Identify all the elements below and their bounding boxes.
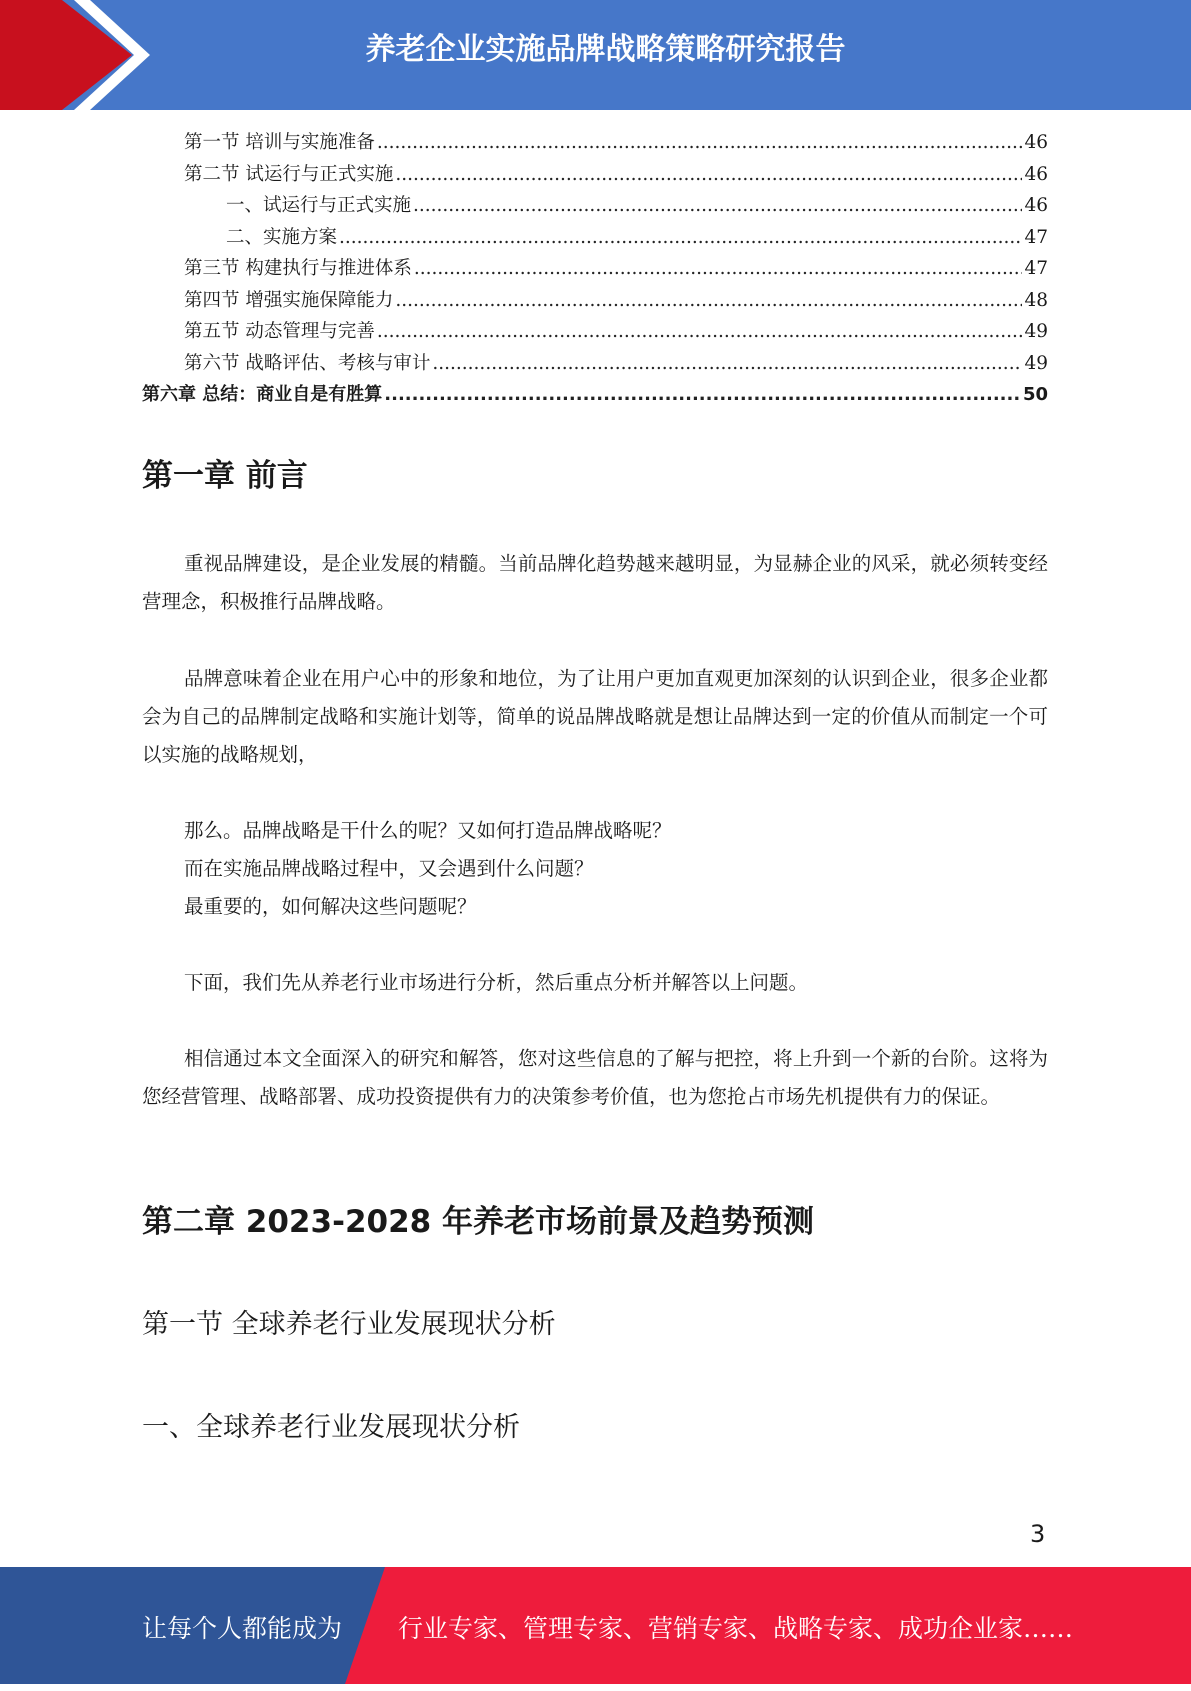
toc-entry[interactable]	[142, 317, 1048, 349]
body-paragraph: 重视品牌建设，是企业发展的精髓。当前品牌化趋势越来越明显，为显赫企业的风采，就必须转变经营理念，积极推行品牌战略。	[142, 552, 1048, 613]
footer-slogan-left: 让每个人都能成为	[142, 1614, 343, 1643]
page-number: 3	[1030, 1520, 1046, 1548]
toc-entry-label: 第三节 构建执行与推进体系	[184, 258, 412, 279]
toc-entry-label: 二、实施方案	[226, 226, 338, 248]
toc-entry-page: 47	[1024, 226, 1048, 248]
toc-leader-dots	[377, 132, 1023, 153]
chapter-heading: 第一章 前言	[142, 458, 308, 494]
toc-entry-label: 第一节 培训与实施准备	[184, 132, 375, 153]
toc-entry-page: 48	[1024, 289, 1048, 311]
subsection-heading: 一、全球养老行业发展现状分析	[142, 1412, 520, 1443]
toc-leader-dots	[432, 353, 1022, 374]
toc-entry-label: 第二节 试运行与正式实施	[184, 163, 394, 185]
table-of-contents	[142, 128, 1048, 412]
footer-slogan-right: 行业专家、管理专家、营销专家、战略专家、成功企业家……	[398, 1614, 1074, 1643]
section-heading: 第一节 全球养老行业发展现状分析	[142, 1309, 556, 1340]
toc-leader-dots	[384, 384, 1021, 405]
question-line: 最重要的，如何解决这些问题呢？	[184, 895, 477, 918]
toc-entry-page: 50	[1022, 384, 1048, 405]
toc-entry-label: 第四节 增强实施保障能力	[184, 289, 394, 311]
question-line: 那么。品牌战略是干什么的呢？又如何打造品牌战略呢？	[184, 819, 672, 842]
toc-entry-label: 第六节 战略评估、考核与审计	[184, 352, 431, 374]
toc-entry[interactable]	[142, 160, 1048, 192]
toc-entry[interactable]	[142, 223, 1048, 255]
body-paragraph: 品牌意味着企业在用户心中的形象和地位，为了让用户更加直观更加深刻的认识到企业，很多企业都会为自己的品牌制定战略和实施计划等，简单的说品牌战略就是想让品牌达到一定的价值从而制定一个可以实施的战略规划，	[142, 667, 1048, 766]
toc-entry-page: 46	[1024, 195, 1048, 216]
toc-entry-page: 46	[1024, 132, 1048, 153]
toc-entry[interactable]	[142, 254, 1048, 286]
toc-entry[interactable]	[142, 286, 1048, 318]
toc-entry-page: 46	[1024, 163, 1048, 185]
toc-leader-dots	[395, 290, 1022, 311]
toc-entry-page: 49	[1024, 352, 1048, 374]
body-paragraph: 相信通过本文全面深入的研究和解答，您对这些信息的了解与把控，将上升到一个新的台阶。这将为您经营管理、战略部署、成功投资提供有力的决策参考价值，也为您抢占市场先机提供有力的保证。	[142, 1047, 1048, 1108]
toc-leader-dots	[414, 258, 1023, 279]
toc-leader-dots	[339, 227, 1022, 248]
toc-entry-label: 一、试运行与正式实施	[226, 195, 412, 216]
question-line: 而在实施品牌战略过程中，又会遇到什么问题？	[184, 857, 594, 880]
toc-entry[interactable]	[142, 191, 1048, 223]
body-paragraph: 下面，我们先从养老行业市场进行分析，然后重点分析并解答以上问题。	[184, 971, 809, 994]
toc-entry-chapter[interactable]	[142, 380, 1048, 412]
toc-entry-label: 第六章 总结：商业自是有胜算	[142, 384, 383, 405]
report-title: 养老企业实施品牌战略策略研究报告	[365, 32, 846, 67]
toc-entry-label: 第五节 动态管理与完善	[184, 321, 375, 342]
toc-leader-dots	[413, 195, 1022, 216]
page-header	[0, 0, 1191, 110]
toc-leader-dots	[395, 164, 1022, 185]
toc-entry[interactable]	[142, 349, 1048, 381]
toc-entry-page: 47	[1024, 258, 1048, 279]
toc-leader-dots	[377, 321, 1023, 342]
toc-entry[interactable]	[142, 128, 1048, 160]
chapter-heading: 第二章 2023-2028 年养老市场前景及趋势预测	[142, 1204, 815, 1240]
toc-entry-page: 49	[1024, 321, 1048, 342]
page-footer	[0, 1567, 1191, 1684]
